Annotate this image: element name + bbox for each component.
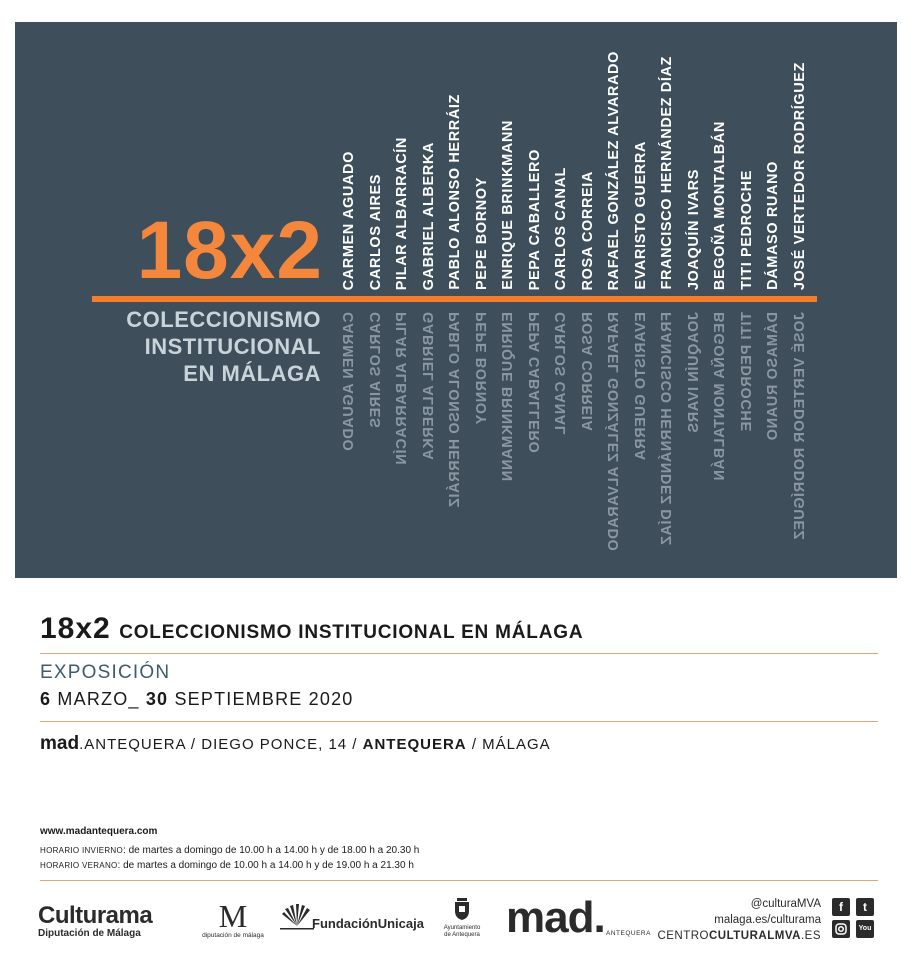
artist-name: [659, 22, 685, 290]
diputacion-logo[interactable]: [200, 900, 266, 939]
artist-name-reflection: [500, 312, 526, 572]
diputacion-logo-text: diputación de málaga: [202, 932, 264, 939]
social-text-block: [657, 896, 821, 944]
artist-name-text: GABRIEL ALBERKA: [420, 141, 437, 290]
artist-name-reflection: [765, 312, 791, 572]
youtube-icon[interactable]: You: [856, 920, 874, 938]
exhibition-dates: [40, 689, 354, 710]
artist-name-text: ROSA CORREIA: [579, 170, 596, 290]
artist-name: [739, 22, 765, 290]
venue-city: ANTEQUERA: [362, 736, 467, 753]
poster-subtitle-line: INSTITUCIONAL: [144, 334, 321, 359]
artist-name-text: CARLOS AIRES: [367, 173, 384, 290]
artist-name: [474, 22, 500, 290]
social-handle[interactable]: @culturaMVA: [750, 898, 821, 910]
artist-name: [500, 22, 526, 290]
winter-hours: [40, 845, 419, 856]
culturama-site-link[interactable]: malaga.es/culturama: [714, 914, 821, 926]
artist-name-reflection: [527, 312, 553, 572]
artist-name-reflection: [474, 312, 500, 572]
artist-name: [712, 22, 738, 290]
artist-name-text: FRANCISCO HERNÁNDEZ DÍAZ: [659, 56, 675, 290]
artist-name-reflection-text: ENRIQUE BRINKMANN: [500, 312, 516, 482]
venue-part2: / MÁLAGA: [466, 736, 551, 753]
artist-name: [341, 22, 367, 290]
divider: [40, 653, 878, 654]
artist-names: [15, 22, 897, 578]
coat-of-arms-icon: [453, 898, 471, 920]
artist-name-text: CARLOS CANAL: [553, 166, 569, 290]
exhibition-kind: EXPOSICIÓN: [40, 662, 171, 683]
unicaja-logo-text: FundaciónUnicaja: [312, 916, 424, 931]
exhibition-title-number: 18x2: [40, 612, 111, 645]
summer-hours: [40, 860, 414, 871]
artist-name: [394, 22, 420, 290]
summer-hours-label: HORARIO VERANO: [40, 861, 118, 870]
poster-subtitle-line: EN MÁLAGA: [183, 361, 321, 386]
twitter-icon[interactable]: t: [856, 898, 874, 916]
centro-cultural-link[interactable]: CENTROCULTURALMVA.ES: [657, 930, 821, 942]
artist-name-reflection: [606, 312, 632, 572]
artist-name: [553, 22, 579, 290]
winter-hours-text: : de martes a domingo de 10.00 h a 14.00 h y de 18.00 h a 20.30 h: [123, 845, 420, 856]
artist-name-reflection: [633, 312, 659, 572]
poster-panel: [15, 22, 897, 578]
artist-name-reflection-text: CARMEN AGUADO: [341, 312, 357, 452]
artist-name-reflection: [421, 312, 447, 572]
artist-name-reflection-text: PEPA CABALLERO: [526, 312, 543, 454]
artist-name-reflection-text: PEPE BORNOY: [473, 312, 490, 425]
artist-name-reflection-text: BEGOÑA MONTALBÁN: [712, 312, 728, 482]
divider: [40, 721, 878, 722]
culturama-logo[interactable]: [38, 904, 152, 940]
artist-name-reflection: [368, 312, 394, 572]
instagram-icon[interactable]: [832, 920, 850, 938]
venue-brand: mad: [40, 733, 80, 754]
artist-name-reflection-text: CARLOS AIRES: [367, 312, 384, 429]
artist-name-reflection-text: RAFAEL GONZÁLEZ ALVARADO: [606, 312, 622, 552]
artist-name-text: PEPA CABALLERO: [526, 148, 543, 290]
artist-name-reflection-text: JOAQUÍN IVARS: [685, 312, 702, 434]
artist-name-reflection: [580, 312, 606, 572]
artist-name-text: ENRIQUE BRINKMANN: [500, 120, 516, 290]
artist-name: [792, 22, 818, 290]
ayto-text-line2: de Antequera: [444, 932, 480, 938]
date-end-day: 30: [145, 689, 169, 709]
artist-name: [527, 22, 553, 290]
exhibition-title-text: COLECCIONISMO INSTITUCIONAL EN MÁLAGA: [119, 622, 584, 643]
artist-name-text: JOSÉ VERTEDOR RODRÍGUEZ: [791, 61, 808, 290]
artist-name-reflection-text: EVARISTO GUERRA: [632, 312, 649, 461]
artist-name-reflection-text: CARLOS CANAL: [553, 312, 569, 436]
poster-big-title: 18x2: [136, 205, 323, 296]
ayto-text-line1: Ayuntamiento: [443, 925, 481, 931]
mad-logo-subtext: ANTEQUERA: [606, 930, 651, 937]
exhibition-title: [40, 612, 583, 646]
mad-logo-text: mad.: [506, 893, 605, 942]
artist-name: [368, 22, 394, 290]
date-end-rest: SEPTIEMBRE 2020: [168, 689, 354, 709]
diputacion-logo-mark: M: [218, 898, 248, 934]
artist-name: [765, 22, 791, 290]
artist-name: [686, 22, 712, 290]
artist-name-reflection-text: DÁMASO RUANO: [765, 312, 781, 441]
artist-name: [633, 22, 659, 290]
artist-name-text: EVARISTO GUERRA: [632, 141, 649, 290]
artist-name-reflection: [447, 312, 473, 572]
date-start-month: MARZO_: [51, 689, 146, 709]
unicaja-fan-icon: [280, 904, 314, 932]
artist-name-reflection: [553, 312, 579, 572]
artist-name-reflection-text: PILAR ALBARRACÍN: [394, 312, 410, 466]
artist-name-reflection: [686, 312, 712, 572]
website-link[interactable]: www.madantequera.com: [40, 826, 158, 837]
artist-name-text: CARMEN AGUADO: [341, 150, 357, 290]
artist-name: [580, 22, 606, 290]
artist-name-reflection: [394, 312, 420, 572]
artist-name-reflection-text: FRANCISCO HERNÁNDEZ DÍAZ: [659, 312, 675, 546]
artist-name-reflection-text: JOSÉ VERTEDOR RODRÍGUEZ: [791, 312, 808, 541]
artist-name: [421, 22, 447, 290]
artist-name: [606, 22, 632, 290]
artist-name-text: BEGOÑA MONTALBÁN: [712, 120, 728, 290]
artist-name: [447, 22, 473, 290]
venue-part1: .ANTEQUERA / DIEGO PONCE, 14 /: [79, 736, 363, 753]
poster-subtitle-line: COLECCIONISMO: [126, 307, 321, 332]
divider: [40, 880, 878, 881]
artist-name-text: JOAQUÍN IVARS: [685, 168, 702, 290]
artist-name-reflection-text: TITI PEDROCHE: [738, 312, 755, 432]
artist-name-text: DÁMASO RUANO: [765, 161, 781, 290]
winter-hours-label: HORARIO INVIERNO: [40, 846, 124, 855]
artist-name-text: PABLO ALONSO HERRÁIZ: [447, 94, 463, 290]
venue-address: [40, 733, 551, 755]
facebook-icon[interactable]: f: [832, 898, 850, 916]
artist-name-reflection-text: PABLO ALONSO HERRÁIZ: [447, 312, 463, 508]
artist-name-text: TITI PEDROCHE: [738, 170, 755, 290]
artist-name-reflection: [341, 312, 367, 572]
ayuntamiento-antequera-logo[interactable]: [440, 898, 484, 939]
artist-name-reflection-text: GABRIEL ALBERKA: [420, 312, 437, 461]
artist-name-reflection: [792, 312, 818, 572]
culturama-logo-text: Culturama: [38, 902, 153, 929]
culturama-logo-subtext: Diputación de Málaga: [38, 928, 141, 939]
artist-name-text: PEPE BORNOY: [473, 177, 490, 290]
artist-name-reflection: [659, 312, 685, 572]
artist-name-reflection: [739, 312, 765, 572]
date-start-day: 6: [40, 689, 52, 709]
artist-name-reflection: [712, 312, 738, 572]
artist-name-reflection-text: ROSA CORREIA: [579, 312, 596, 432]
mad-antequera-logo[interactable]: [506, 893, 651, 942]
artist-name-text: PILAR ALBARRACÍN: [394, 136, 410, 290]
artist-name-text: RAFAEL GONZÁLEZ ALVARADO: [606, 50, 622, 290]
summer-hours-text: : de martes a domingo de 10.00 h a 14.00 h y de 19.00 h a 21.30 h: [117, 860, 414, 871]
